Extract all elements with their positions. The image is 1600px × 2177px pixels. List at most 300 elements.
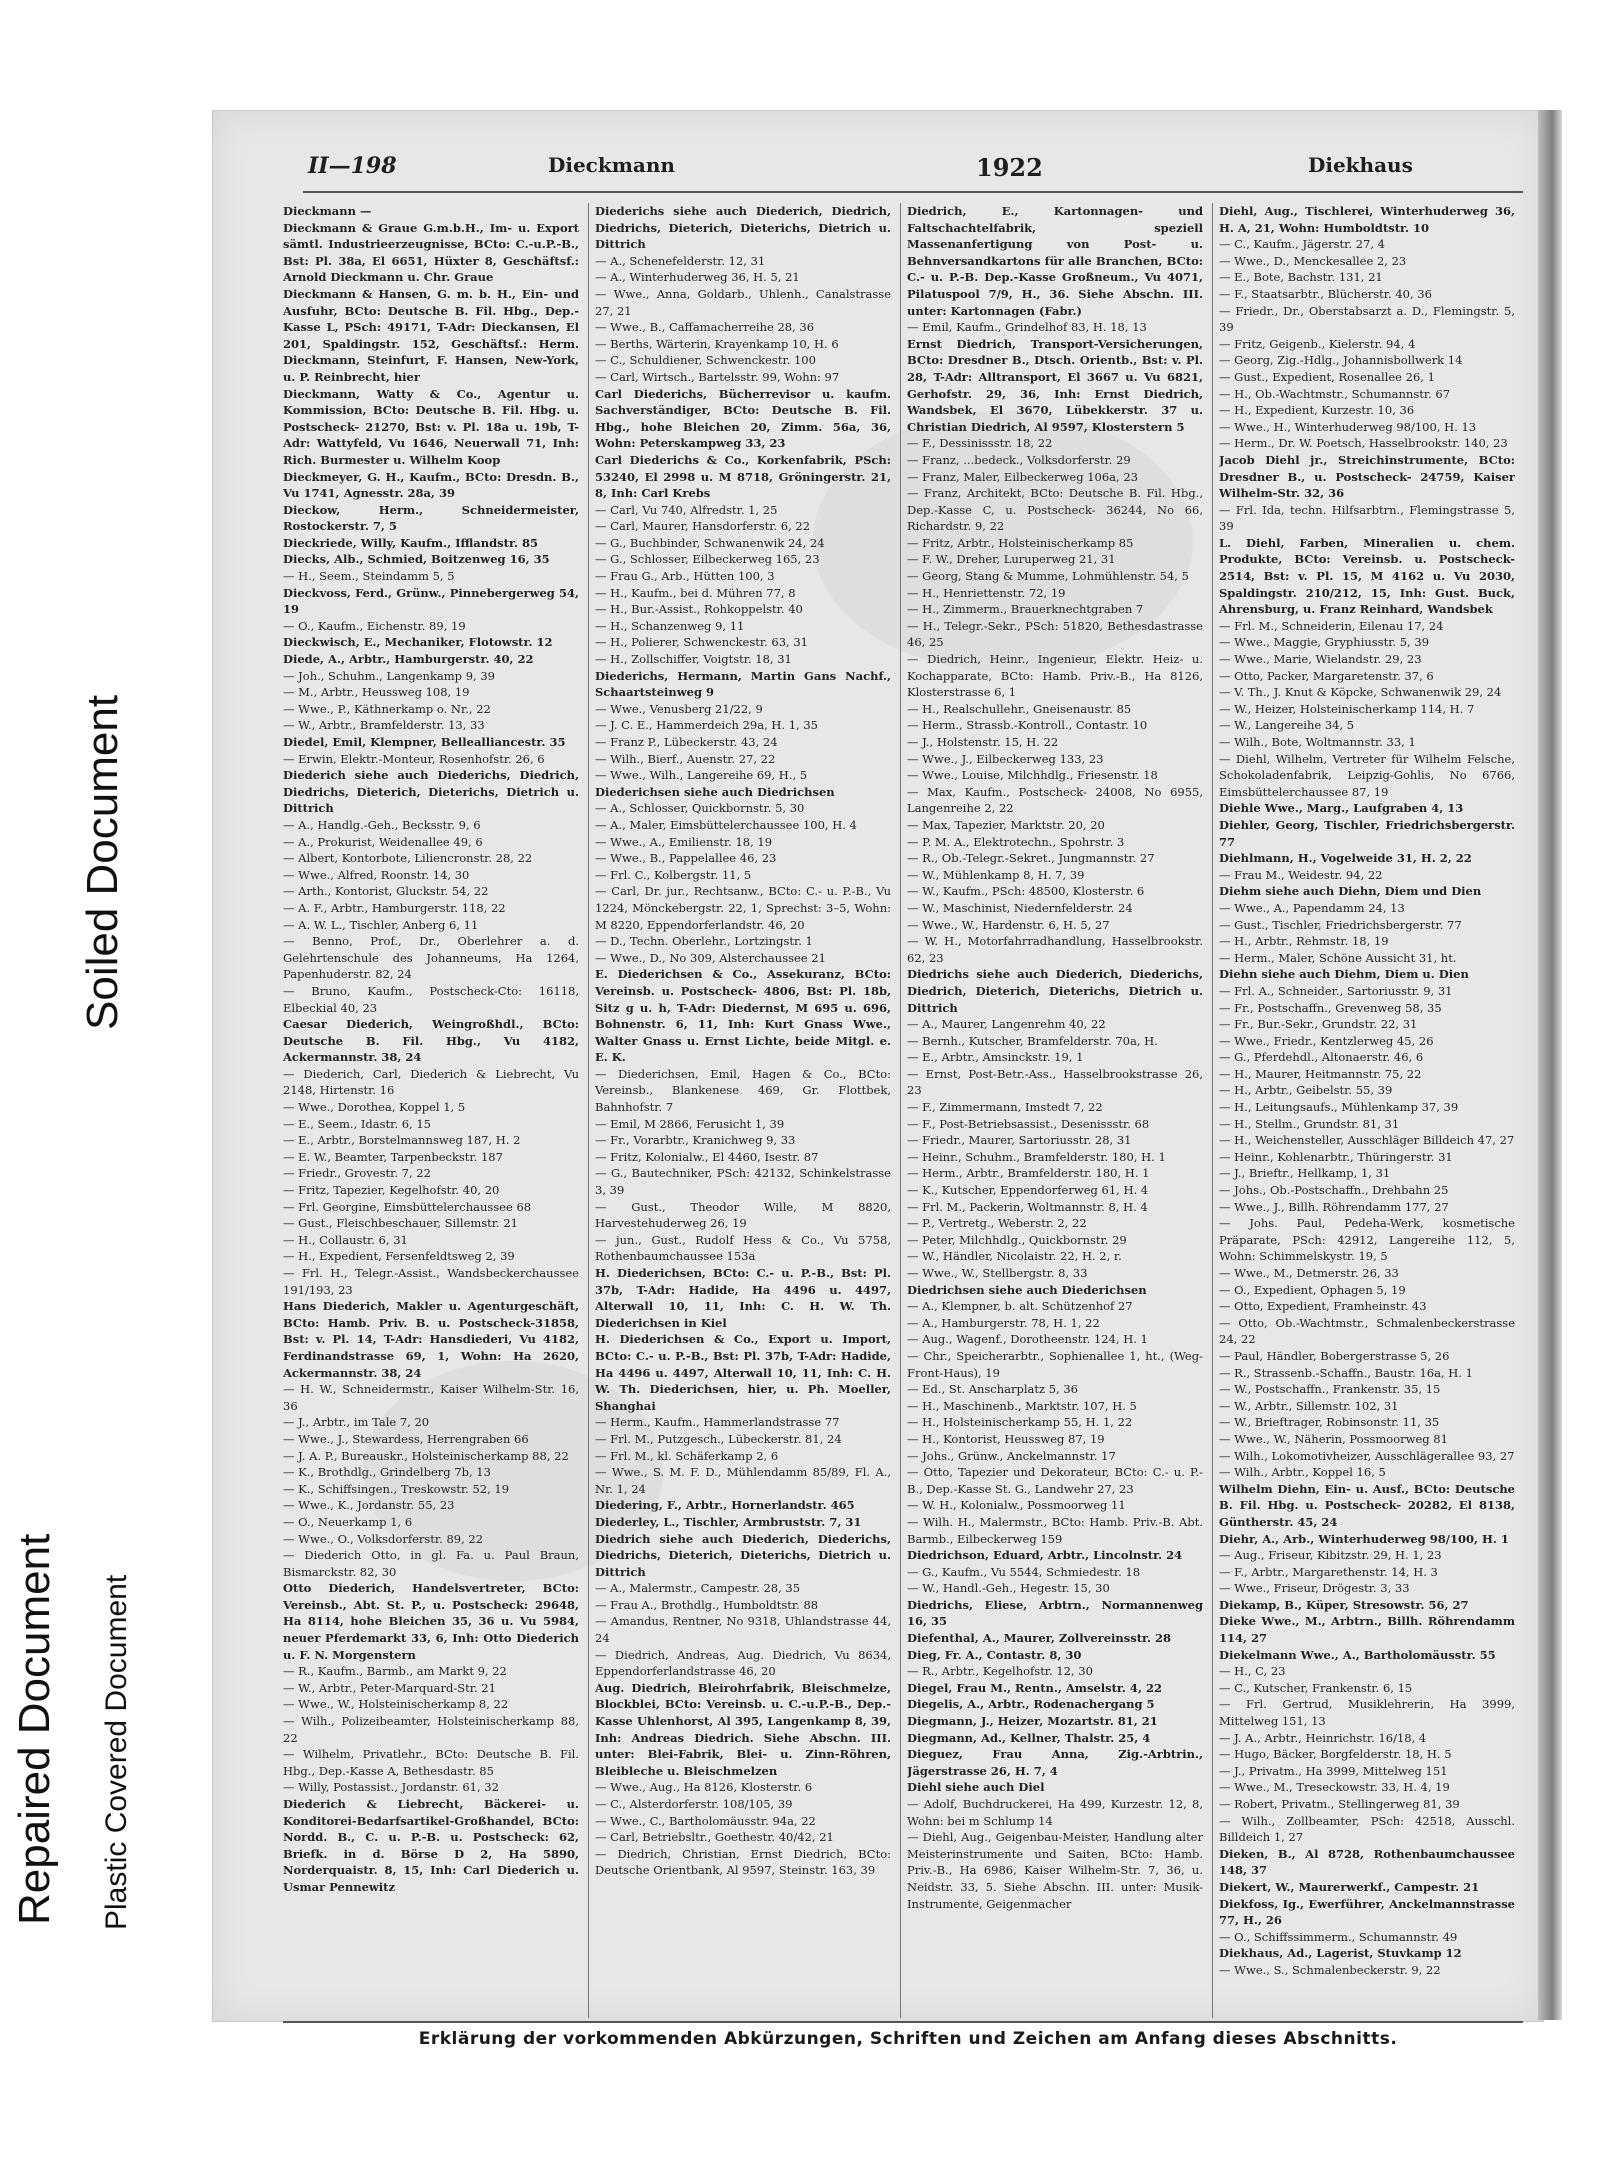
directory-entry: — R., Kaufm., Barmb., am Markt 9, 22 [283,1664,507,1679]
directory-entry: — A., Klempner, b. alt. Schützenhof 27 [907,1299,1133,1314]
directory-entry: — H., Maurer, Heitmannstr. 75, 22 [1219,1066,1422,1081]
directory-entry: — Fritz, Kolonialw., El 4460, Isestr. 87 [595,1149,819,1164]
directory-entry: — H., Ob.-Wachtmstr., Schumannstr. 67 [1219,386,1451,401]
directory-entry: — Diederichsen, Emil, Hagen & Co., BCto: Vereinsb., Blankenese 469, Gr. Flottbek, Bahnhofstr. 7 [595,1066,891,1115]
directory-entry: — J., Arbtr., im Tale 7, 20 [283,1415,430,1430]
directory-entry: Aug. Diedrich, Bleirohrfabrik, Bleischmelze, Blockblei, BCto: Vereinsb. u. C.-u.P.-B., Dep.-Kasse Uhlenhorst, Al 395, Langenkamp 8, 39, Inh: Andreas Diedrich. Siehe Abschn. III. unter: Blei-Fabrik, Blei- u. Zinn-Röhren, Bleibleche u. Bleischmelzen [595,1680,891,1778]
directory-entry: — Wwe., Louise, Milchhdlg., Friesenstr. 18 [907,768,1158,783]
directory-entry: Dieke Wwe., M., Arbtrn., Billh. Röhrendamm 114, 27 [1219,1614,1515,1646]
directory-entry: Carl Diederichs & Co., Korkenfabrik, PSch: 53240, El 2998 u. M 8718, Gröningerstr. 21, 8, Inh: Carl Krebs [595,452,891,501]
header-first-name: Dieckmann [548,153,675,177]
directory-entry: Diedrichs siehe auch Diederich, Diederichs, Diedrich, Dieterich, Dieterichs, Dietrich u. Dittrich [907,967,1203,1015]
directory-entry: — Hugo, Bäcker, Borgfelderstr. 18, H. 5 [1219,1747,1452,1762]
directory-entry: Dieckmann — [283,204,372,218]
directory-entry: — Amandus, Rentner, No 9318, Uhlandstrasse 44, 24 [595,1614,891,1646]
directory-entry: — Ed., St. Anscharplatz 5, 36 [907,1382,1078,1397]
directory-entry: — W., Kaufm., PSch: 48500, Klosterstr. 6 [907,884,1145,899]
directory-entry: — Wilh., Polizeibeamter, Holsteinischerkamp 88, 22 [283,1714,579,1745]
directory-entry: — H., Polierer, Schwenckestr. 63, 31 [595,635,808,650]
directory-entry: Otto Diederich, Handelsvertreter, BCto: Vereinsb., Abt. St. P., u. Postscheck: 29648, Ha 8114, hohe Bleichen 35, 36 u. Vu 5984, neuer Pferdemarkt 33, 6, Inh: Otto Diederich u. F. N. Morgenstern [283,1581,579,1662]
directory-entry: — H., Expedient, Kurzestr. 10, 36 [1219,403,1415,418]
directory-entry: — Bernh., Kutscher, Bramfelderstr. 70a, H. [907,1033,1158,1048]
footer-rule [283,2021,1523,2023]
directory-entry: — A., Hamburgerstr. 78, H. 1, 22 [907,1315,1100,1330]
directory-entry: — Wwe., W., Hardenstr. 6, H. 5, 27 [907,917,1110,932]
directory-entry: — H., Henriettenstr. 72, 19 [907,585,1066,600]
directory-entry: — R., Strassenb.-Schaffn., Baustr. 16a, H. 1 [1219,1365,1473,1380]
directory-entry: — F., Post-Betriebsassist., Desenissstr. 68 [907,1116,1150,1131]
directory-entry: — Max, Tapezier, Marktstr. 20, 20 [907,817,1105,832]
directory-entry: Diegel, Frau M., Rentn., Amselstr. 4, 22 [907,1680,1162,1695]
directory-entry: — Fr., Bur.-Sekr., Grundstr. 22, 31 [1219,1017,1418,1032]
directory-entry: — H., Expedient, Fersenfeldtsweg 2, 39 [283,1249,515,1264]
directory-entry: — Frl. M., Putzgesch., Lübeckerstr. 81, 24 [595,1431,842,1446]
directory-entry: — Wwe., S. M. F. D., Mühlendamm 85/89, Fl. A., Nr. 1, 24 [595,1465,891,1496]
directory-entry: — Georg, Zig.-Hdlg., Johannisbollwerk 14 [1219,353,1463,368]
directory-entry: — Frl. M., Packerin, Woltmannstr. 8, H. 4 [907,1199,1148,1214]
directory-entry: — H. W., Schneidermstr., Kaiser Wilhelm-Str. 16, 36 [283,1382,579,1413]
directory-entry: Diekfoss, Ig., Ewerführer, Anckelmannstrasse 77, H., 26 [1219,1896,1515,1928]
directory-entry: — Emil, Kaufm., Grindelhof 83, H. 18, 13 [907,320,1147,335]
directory-entry: — Fritz, Arbtr., Holsteinischerkamp 85 [907,535,1134,550]
directory-entry: — J. A., Arbtr., Heinrichstr. 16/18, 4 [1219,1730,1427,1745]
directory-entry: — Carl, Dr. jur., Rechtsanw., BCto: C.- u. P.-B., Vu 1224, Mönckebergstr. 22, 1, Sprechst: 3–5, Wohn: M 8220, Eppendorferlandstr. 46, 20 [595,884,891,932]
directory-entry: — W. H., Motorfahrradhandlung, Hasselbrookstr. 62, 23 [907,934,1203,965]
directory-entry: Diekelmann Wwe., A., Bartholomäusstr. 55 [1219,1647,1496,1662]
directory-entry: — Wwe., A., Papendamm 24, 13 [1219,900,1405,915]
directory-entry: — Frl. H., Telegr.-Assist., Wandsbeckerchaussee 191/193, 23 [283,1266,579,1297]
directory-entry: — Wwe., Anna, Goldarb., Uhlenh., Canalstrasse 27, 21 [595,286,891,318]
directory-entry: Diekhaus, Ad., Lagerist, Stuvkamp 12 [1219,1946,1462,1961]
directory-entry: — Wilh., Bote, Woltmannstr. 33, 1 [1219,735,1416,749]
directory-entry: Diedrichs, Eliese, Arbtrn., Normannenweg 16, 35 [907,1597,1203,1629]
directory-entry: — Diedrich, Heinr., Ingenieur, Elektr. Heiz- u. Kochapparate, BCto: Hamb. Priv.-B., Ha 8126, Klosterstrasse 6, 1 [907,652,1203,700]
directory-entry: — H., Leitungsaufs., Mühlenkamp 37, 39 [1219,1100,1459,1115]
directory-entry: — Gust., Expedient, Rosenallee 26, 1 [1219,369,1435,384]
label-repaired-document: Repaired Document [10,1533,59,1925]
directory-page [212,110,1544,2049]
directory-entry: — Frl. M., kl. Schäferkamp 2, 6 [595,1448,779,1463]
directory-entry: — Carl, Betriebsltr., Goethestr. 40/42, 21 [595,1830,834,1845]
directory-entry: — Diederich Otto, in gl. Fa. u. Paul Braun, Bismarckstr. 82, 30 [283,1548,579,1579]
directory-entry: — Benno, Prof., Dr., Oberlehrer a. d. Gelehrtenschule des Johanneums, Ha 1264, Papenhuderstr. 82, 24 [283,934,579,982]
directory-entry: — H., Schanzenweg 9, 11 [595,618,745,633]
directory-entry: — Diehl, Wilhelm, Vertreter für Wilhelm Felsche, Schokoladenfabrik, Leipzig-Gohlis, No 6766, Eimsbüttelerchaussee 87, 19 [1219,751,1515,799]
directory-entry: — F., Zimmermann, Imstedt 7, 22 [907,1100,1103,1115]
directory-entry: — O., Schiffssimmerm., Schumannstr. 49 [1219,1929,1458,1944]
directory-entry: — jun., Gust., Rudolf Hess & Co., Vu 5758, Rothenbaumchaussee 153a [595,1232,891,1264]
directory-entry: — J. A. P., Bureauskr., Holsteinischerkamp 88, 22 [283,1448,569,1463]
directory-entry: — Wwe., D., Menckesallee 2, 23 [1219,253,1407,268]
directory-entry: — Berths, Wärterin, Krayenkamp 10, H. 6 [595,336,839,351]
directory-entry: — Wwe., Maggie, Gryphiusstr. 5, 39 [1219,635,1430,650]
directory-entry: H. Diederichsen & Co., Export u. Import, BCto: C.- u. P.-B., Bst: Pl. 37b, T-Adr: Hadide, Ha 4496 u. 4497, Alterwall 10, 11, Inh: C. H. W. Th. Diederichsen, hier, u. Ph. Moeller, Shanghai [595,1332,891,1413]
directory-entry: Diekert, W., Maurerwerkf., Campestr. 21 [1219,1879,1480,1894]
directory-entry: — E., Arbtr., Amsinckstr. 19, 1 [907,1050,1084,1065]
directory-entry: — Frau G., Arb., Hütten 100, 3 [595,569,775,584]
directory-entry: — Heinr., Kohlenarbtr., Thüringerstr. 31 [1219,1149,1453,1164]
directory-entry: Diede, A., Arbtr., Hamburgerstr. 40, 22 [283,652,534,667]
directory-entry: — Fritz, Tapezier, Kegelhofstr. 40, 20 [283,1183,500,1198]
directory-entry: Diedrichsen siehe auch Diederichsen [907,1282,1147,1297]
directory-entry: — H., Holsteinischerkamp 55, H. 1, 22 [907,1415,1133,1430]
directory-entry: — Fr., Vorarbtr., Kranichweg 9, 33 [595,1133,796,1148]
directory-entry: — R., Ob.-Telegr.-Sekret., Jungmannstr. 27 [907,851,1155,866]
directory-entry: — Johs., Ob.-Postschaffn., Drehbahn 25 [1219,1183,1449,1198]
directory-entry: Diederichs, Hermann, Martin Gans Nachf., Schaartsteinweg 9 [595,668,891,700]
directory-column-2 [595,203,891,2018]
directory-entry: Dieckmann & Hansen, G. m. b. H., Ein- und Ausfuhr, BCto: Deutsche B. Fil. Hbg., Dep.-Kasse L, PSch: 49171, T-Adr: Dieckansen, El 201, Spaldingstr. 152, Geschäftsf.: Herm. Dieckmann, Steinfurt, F. Hansen, New-York, u. P. Reinbrecht, hier [283,286,579,384]
directory-entry: — Carl, Vu 740, Alfredstr. 1, 25 [595,502,778,517]
directory-entry: Dieckow, Herm., Schneidermeister, Rostockerstr. 7, 5 [283,502,579,534]
directory-entry: — Franz, Maler, Eilbeckerweg 106a, 23 [907,469,1138,484]
directory-entry: — Otto, Ob.-Wachtmstr., Schmalenbeckerstrasse 24, 22 [1219,1315,1515,1347]
directory-entry: — Wwe., W., Holsteinischerkamp 8, 22 [283,1697,509,1712]
directory-entry: — Wwe., Wilh., Langereihe 69, H., 5 [595,768,808,783]
directory-column-4 [1219,203,1515,2018]
directory-entry: Diedrich, E., Kartonnagen- und Faltschachtelfabrik, speziell Massenanfertigung von Post- u. Behnversandkartons für alle Branchen, BCto: C.- u. P.-B. Dep.-Kasse Großneum., Vu 4071, Pilatuspool 7/9, H., 36. Siehe Abschn. III. unter: Kartonnagen (Fabr.) [907,204,1203,318]
directory-entry: — Erwin, Elektr.-Monteur, Rosenhofstr. 26, 6 [283,751,545,766]
directory-entry: — C., Kaufm., Jägerstr. 27, 4 [1219,237,1385,252]
directory-entry: — Wwe., Friedr., Kentzlerweg 45, 26 [1219,1033,1434,1048]
directory-entry: Dieckmann, Watty & Co., Agentur u. Kommission, BCto: Deutsche B. Fil. Hbg. u. Postscheck- 21270, Bst: v. Pl. 18a u. 19b, T-Adr: Wattyfeld, Vu 1646, Neuerwall 71, Inh: Rich. Burmester u. Wilhelm Koop [283,386,579,467]
directory-entry: — G., Bautechniker, PSch: 42132, Schinkelstrasse 3, 39 [595,1166,891,1198]
directory-entry: — J., Brieftr., Hellkamp, 1, 31 [1219,1166,1391,1181]
directory-entry: Diedrichson, Eduard, Arbtr., Lincolnstr. 24 [907,1548,1183,1563]
directory-entry: — Wwe., Venusberg 21/22, 9 [595,701,763,716]
directory-entry: L. Diehl, Farben, Mineralien u. chem. Produkte, BCto: Vereinsb. u. Postscheck- 2514, Bst: v. Pl. 15, M 4162 u. Vu 2030, Spaldingstr. 210/212, 15, Inh: Gust. Buck, Ahrensburg, u. Franz Reinhard, Wandsbek [1219,535,1515,617]
page-header [308,153,1518,185]
directory-entry: — A. F., Arbtr., Hamburgerstr. 118, 22 [283,900,506,915]
directory-column-1 [283,203,579,2018]
directory-entry: Diederichsen siehe auch Diedrichsen [595,784,835,799]
directory-entry: — Johs., Grünw., Anckelmannstr. 17 [907,1448,1116,1463]
directory-entry: — Gust., Theodor Wille, M 8820, Harvestehuderweg 26, 19 [595,1199,891,1231]
directory-entry: — A., Maler, Eimsbüttelerchaussee 100, H. 4 [595,817,857,832]
directory-entry: Ernst Diedrich, Transport-Versicherungen, BCto: Dresdner B., Dtsch. Orientb., Bst: v. Pl. 28, T-Adr: Alltransport, El 3667 u. Vu 6821, Gerhofstr. 29, 36, Inh: Ernst Diedrich, Wandsbek, El 3670, Lübekkerstr. 37 u. Christian Diedrich, Al 9597, Klosterstern 5 [907,336,1203,434]
directory-entry: — Wwe., J., Eilbeckerweg 133, 23 [907,751,1104,766]
directory-entry: — W., Mühlenkamp 8, H. 7, 39 [907,867,1085,882]
directory-entry: — A. W. L., Tischler, Anberg 6, 11 [283,917,479,932]
directory-entry: — P. M. A., Elektrotechn., Spohrstr. 3 [907,834,1125,849]
directory-entry: Dieckmann & Graue G.m.b.H., Im- u. Export sämtl. Industrieerzeugnisse, BCto: C.-u.P.-B., Bst: Pl. 38a, El 6651, Hüxter 8, Geschäftsf.: Arnold Dieckmann u. Chr. Graue [283,220,579,285]
directory-entry: — A., Handlg.-Geh., Becksstr. 9, 6 [283,817,481,832]
directory-entry: — Aug., Friseur, Kibitzstr. 29, H. 1, 23 [1219,1548,1442,1563]
directory-entry: — Bruno, Kaufm., Postscheck-Cto: 16118, Elbeckial 40, 23 [283,983,579,1015]
directory-entry: — Diedrich, Andreas, Aug. Diedrich, Vu 8634, Eppendorferlandstrasse 46, 20 [595,1647,891,1679]
directory-entry: — H., Zollschiffer, Voigtstr. 18, 31 [595,652,792,667]
directory-entry: — Frl. Georgine, Eimsbüttelerchaussee 68 [283,1199,532,1214]
directory-entry: — Diederich, Carl, Diederich & Liebrecht, Vu 2148, Hirtenstr. 16 [283,1066,579,1098]
directory-entry: — Wwe., S., Schmalenbeckerstr. 9, 22 [1219,1962,1441,1977]
directory-entry: — A., Schlosser, Quickbornstr. 5, 30 [595,801,805,816]
directory-entry: — W., Langereihe 34, 5 [1219,718,1355,733]
directory-entry: — Otto, Expedient, Framheinstr. 43 [1219,1299,1427,1314]
directory-entry: — Herm., Strassb.-Kontroll., Contastr. 10 [907,718,1148,733]
directory-entry: — W., Arbtr., Sillemstr. 102, 31 [1219,1398,1399,1413]
directory-entry: — D., Techn. Oberlehr., Lortzingstr. 1 [595,934,813,949]
directory-entry: — Carl, Maurer, Hansdorferstr. 6, 22 [595,519,811,534]
directory-entry: — F., Staatsarbtr., Blücherstr. 40, 36 [1219,286,1432,301]
directory-entry: — F., Dessinissstr. 18, 22 [907,436,1053,451]
directory-entry: — H., Arbtr., Rehmstr. 18, 19 [1219,934,1389,949]
directory-entry: — A., Winterhuderweg 36, H. 5, 21 [595,270,800,285]
directory-entry: — Gust., Fleischbeschauer, Sillemstr. 21 [283,1216,518,1231]
directory-entry: — E., Seem., Idastr. 6, 15 [283,1116,431,1131]
directory-entry: — W., Postschaffn., Frankenstr. 35, 15 [1219,1382,1441,1397]
abbreviations-note: Erklärung der vorkommenden Abkürzungen, Schriften und Zeichen am Anfang dieses Abschnitts. [418,2029,1398,2049]
directory-entry: — H., Kaufm., bei d. Mühren 77, 8 [595,585,796,600]
directory-entry: — H., Bur.-Assist., Rohkoppelstr. 40 [595,602,803,617]
directory-entry: — Johs. Paul, Pedeha-Werk, kosmetische Präparate, PSch: 42912, Langereihe 112, 5, Wohn: Schimmelskystr. 19, 5 [1219,1216,1515,1264]
directory-entry: Diedrich siehe auch Diederich, Diederichs, Diedrichs, Dieterich, Dieterichs, Dietrich u. Dittrich [595,1531,891,1579]
directory-entry: H. Diederichsen, BCto: C.- u. P.-B., Bst: Pl. 37b, T-Adr: Hadide, Ha 4496 u. 4497, Alterwall 10, 11, Inh: C. H. W. Th. Diederichsen in Kiel [595,1266,891,1330]
directory-entry: — Wilh., Arbtr., Koppel 16, 5 [1219,1465,1386,1480]
directory-entry: Wilhelm Diehn, Ein- u. Ausf., BCto: Deutsche B. Fil. Hbg. u. Postscheck- 20282, El 8138, Güntherstr. 45, 24 [1219,1481,1515,1529]
directory-entry: — W., Brieftrager, Robinsonstr. 11, 35 [1219,1415,1440,1430]
directory-entry: — E., Arbtr., Borstelmannsweg 187, H. 2 [283,1133,521,1148]
directory-entry: — H., Weichensteller, Ausschläger Billdeich 47, 27 [1219,1133,1515,1148]
directory-entry: — Otto, Packer, Margaretenstr. 37, 6 [1219,668,1434,683]
directory-entry: Hans Diederich, Makler u. Agenturgeschäft, BCto: Hamb. Priv. B. u. Postscheck-31858, Bst: v. Pl. 14, T-Adr: Hansdiederi, Vu 4182, Ferdinandstrasse 69, 1, Wohn: Ha 2620, Ackermannstr. 38, 24 [283,1299,579,1380]
directory-entry: — Wwe., J., Stewardess, Herrengraben 66 [283,1431,529,1446]
column-divider [1212,203,1213,2018]
directory-entry: Carl Diederichs, Bücherrevisor u. kaufm. Sachverständiger, BCto: Deutsche B. Fil. Hbg., hohe Bleichen 20, Zimm. 56a, 36, Wohn: Peterskampweg 33, 23 [595,386,891,451]
directory-entry: — Wwe., Marie, Wielandstr. 29, 23 [1219,652,1422,667]
directory-entry: — H., Kontorist, Heussweg 87, 19 [907,1431,1105,1446]
directory-entry: Diederich siehe auch Diederichs, Diedrich, Diedrichs, Dieterich, Dieterichs, Dietrich u. Dittrich [283,768,579,816]
directory-entry: — Frl. Ida, techn. Hilfsarbtrn., Flemingstrasse 5, 39 [1219,502,1515,534]
directory-entry: — Frau M., Weidestr. 94, 22 [1219,867,1383,882]
directory-entry: — Franz P., Lübeckerstr. 43, 24 [595,735,778,749]
directory-entry: — Diehl, Aug., Geigenbau-Meister, Handlung alter Meisterinstrumente und Saiten, BCto: Hamb. Priv.-B., Ha 6986, Kaiser Wilhelm-Str. 7, 36, u. Neidstr. 33, 5. Siehe Abschn. III. unter: Musik-Instrumente, Geigenmacher [907,1830,1203,1911]
directory-entry: — Wwe., D., No 309, Alsterchaussee 21 [595,950,826,965]
directory-entry: — Aug., Wagenf., Dorotheenstr. 124, H. 1 [907,1332,1148,1347]
directory-entry: Diefenthal, A., Maurer, Zollvereinsstr. 28 [907,1631,1172,1646]
directory-entry: — W., Arbtr., Bramfelderstr. 13, 33 [283,718,485,733]
directory-entry: — F. W., Dreher, Luruperweg 21, 31 [907,552,1116,567]
directory-entry: — Wwe., M., Detmerstr. 26, 33 [1219,1266,1399,1280]
directory-entry: — Wilh., Lokomotivheizer, Ausschlägerallee 93, 27 [1219,1448,1515,1463]
directory-entry: Dieckriede, Willy, Kaufm., Ifflandstr. 85 [283,535,538,550]
directory-entry: — H., Maschinenb., Marktstr. 107, H. 5 [907,1398,1137,1413]
directory-entry: — Wwe., Alfred, Roonstr. 14, 30 [283,867,470,882]
directory-entry: — Wwe., Dorothea, Koppel 1, 5 [283,1100,466,1115]
label-plastic-covered-document: Plastic Covered Document [100,1574,133,1930]
directory-entry: — H., Zimmerm., Brauerknechtgraben 7 [907,602,1144,617]
directory-entry: — G., Kaufm., Vu 5544, Schmiedestr. 18 [907,1564,1141,1579]
directory-entry: — Frl. Gertrud, Musiklehrerin, Ha 3999, Mittelweg 151, 13 [1219,1697,1515,1729]
directory-entry: — Wwe., Friseur, Drögestr. 3, 33 [1219,1581,1410,1596]
directory-entry: — W., Handl.-Geh., Hegestr. 15, 30 [907,1581,1110,1596]
directory-entry: — Otto, Tapezier und Dekorateur, BCto: C.- u. P.-B., Dep.-Kasse St. G., Landwehr 27, 23 [907,1465,1203,1496]
directory-entry: Diehm siehe auch Diehn, Diem und Dien [1219,884,1482,899]
directory-entry: — Diedrich, Christian, Ernst Diedrich, BCto: Deutsche Orientbank, Al 9597, Steinstr. 163, 39 [595,1846,891,1878]
directory-entry: — Wilhelm, Privatlehr., BCto: Deutsche B. Fil. Hbg., Dep.-Kasse A, Bethesdastr. 85 [283,1747,579,1778]
column-divider [900,203,901,2018]
directory-entry: — Adolf, Buchdruckerei, Ha 499, Kurzestr. 12, 8, Wohn: bei m Schlump 14 [907,1797,1203,1828]
directory-entry: — O., Kaufm., Eichenstr. 89, 19 [283,618,466,633]
directory-entry: Diecks, Alb., Schmied, Boitzenweg 16, 35 [283,552,550,567]
directory-entry: Diegmann, Ad., Kellner, Thalstr. 25, 4 [907,1730,1151,1745]
directory-entry: — Fr., Postschaffn., Grevenweg 58, 35 [1219,1000,1442,1015]
directory-entry: — J., Privatm., Ha 3999, Mittelweg 151 [1219,1763,1448,1778]
directory-entry: — Frl. M., Schneiderin, Eilenau 17, 24 [1219,618,1444,633]
label-soiled-document: Soiled Document [78,694,127,1030]
directory-entry: — Robert, Privatm., Stellingerweg 81, 39 [1219,1797,1460,1811]
directory-entry: — Wwe., A., Emilienstr. 18, 19 [595,834,773,849]
directory-entry: — Peter, Milchhdlg., Quickbornstr. 29 [907,1232,1127,1247]
directory-entry: — K., Kutscher, Eppendorferweg 61, H. 4 [907,1183,1149,1198]
directory-entry: — Herm., Kaufm., Hammerlandstrasse 77 [595,1415,840,1430]
directory-entry: — J., Holstenstr. 15, H. 22 [907,735,1059,749]
directory-entry: — H., Collaustr. 6, 31 [283,1232,408,1247]
directory-entry: — A., Malermstr., Campestr. 28, 35 [595,1581,801,1596]
directory-entry: — Friedr., Dr., Oberstabsarzt a. D., Flemingstr. 5, 39 [1219,303,1515,335]
directory-entry: — Frau A., Brothdlg., Humboldtstr. 88 [595,1597,819,1612]
directory-entry: — Wwe., B., Caffamacherreihe 28, 36 [595,320,815,335]
directory-entry: — Fritz, Geigenb., Kielerstr. 94, 4 [1219,336,1416,351]
directory-entry: — Frl. A., Schneider., Sartoriusstr. 9, 31 [1219,983,1453,998]
directory-entry: — Wilh., Zollbeamter, PSch: 42518, Ausschl. Billdeich 1, 27 [1219,1813,1515,1845]
directory-entry: Diehl, Aug., Tischlerei, Winterhuderweg 36, H. A, 21, Wohn: Humboldtstr. 10 [1219,204,1515,235]
directory-entry: — Gust., Tischler, Friedrichsbergerstr. 77 [1219,917,1462,932]
directory-entry: — Joh., Schuhm., Langenkamp 9, 39 [283,668,495,683]
directory-entry: Jacob Diehl jr., Streichinstrumente, BCto: Dresdner B., u. Postscheck- 24759, Kaiser Wilhelm-Str. 32, 36 [1219,452,1515,501]
directory-entry: — K., Brothdlg., Grindelberg 7b, 13 [283,1465,491,1480]
directory-entry: — A., Prokurist, Weidenallee 49, 6 [283,834,483,849]
directory-entry: — C., Kutscher, Frankenstr. 6, 15 [1219,1680,1413,1695]
directory-entry: — H., Stellm., Grundstr. 81, 31 [1219,1116,1400,1131]
directory-entry: Diehl siehe auch Diel [907,1780,1045,1795]
next-page-edge [1538,110,1562,2020]
directory-entry: Diederley, L., Tischler, Armbruststr. 7, 31 [595,1514,862,1529]
header-rule [303,191,1523,193]
directory-entry: — Albert, Kontorbote, Liliencronstr. 28, 22 [283,851,533,866]
directory-entry: — H., Arbtr., Geibelstr. 55, 39 [1219,1083,1393,1098]
directory-entry: — H., Telegr.-Sekr., PSch: 51820, Bethesdastrasse 46, 25 [907,618,1203,650]
directory-entry: — Arth., Kontorist, Gluckstr. 54, 22 [283,884,489,899]
directory-entry: — Wwe., B., Pappelallee 46, 23 [595,851,777,866]
directory-entry: — R., Arbtr., Kegelhofstr. 12, 30 [907,1664,1093,1679]
directory-entry: — Willy, Postassist., Jordanstr. 61, 32 [283,1780,499,1795]
directory-entry: — W., Arbtr., Peter-Marquard-Str. 21 [283,1680,496,1695]
directory-entry: — Wwe., J., Billh. Röhrendamm 177, 27 [1219,1199,1449,1214]
directory-entry: — Franz, Architekt, BCto: Deutsche B. Fil. Hbg., Dep.-Kasse C, u. Postscheck- 36244, No 66, Richardstr. 9, 22 [907,486,1203,534]
directory-entry: — H., Seem., Steindamm 5, 5 [283,569,455,584]
directory-entry: — Wwe., K., Jordanstr. 55, 23 [283,1498,455,1513]
directory-entry: — J. C. E., Hammerdeich 29a, H. 1, 35 [595,718,818,733]
directory-entry: Dieguez, Frau Anna, Zig.-Arbtrin., Jägerstrasse 26, H. 7, 4 [907,1747,1203,1778]
directory-entry: — Emil, M 2866, Ferusicht 1, 39 [595,1116,785,1131]
directory-entry: — W., Heizer, Holsteinischerkamp 114, H. 7 [1219,701,1475,716]
directory-entry: — Wwe., M., Treseckowstr. 33, H. 4, 19 [1219,1780,1450,1795]
column-divider [588,203,589,2018]
directory-entry: — W., Maschinist, Niedernfelderstr. 24 [907,900,1133,915]
directory-entry: Diegmann, J., Heizer, Mozartstr. 81, 21 [907,1714,1158,1729]
directory-column-3 [907,203,1203,2018]
directory-entry: — E. W., Beamter, Tarpenbeckstr. 187 [283,1149,503,1164]
directory-entry: — Wwe., W., Stellbergstr. 8, 33 [907,1266,1088,1280]
directory-entry: — Wilh. H., Malermstr., BCto: Hamb. Priv.-B. Abt. Barmb., Eilbeckerweg 159 [907,1514,1203,1546]
directory-entry: — Frl. C., Kolbergstr. 11, 5 [595,867,752,882]
directory-entry: Diehlmann, H., Vogelweide 31, H. 2, 22 [1219,851,1472,866]
directory-entry: Diehler, Georg, Tischler, Friedrichsbergerstr. 77 [1219,817,1515,849]
directory-entry: Dieckvoss, Ferd., Grünw., Pinnebergerweg 54, 19 [283,585,579,617]
directory-entry: — E., Bote, Bachstr. 131, 21 [1219,270,1383,285]
directory-entry: E. Diederichsen & Co., Assekuranz, BCto: Vereinsb. u. Postscheck- 4806, Bst: Pl. 18b, Sitz g u. h, T-Adr: Diedernst, M 695 u. 696, Bohnenstr. 6, 11, Inh: Kurt Gnass Wwe., Walter Gnass u. Ernst Lichte, beide Mitgl. e. E. K. [595,967,891,1065]
directory-entry: — Wilh., Bierf., Auenstr. 27, 22 [595,751,776,766]
directory-entry: — C., Schuldiener, Schwenckestr. 100 [595,353,816,368]
directory-entry: — Herm., Maler, Schöne Aussicht 31, ht. [1219,950,1457,965]
directory-entry: — G., Schlosser, Eilbeckerweg 165, 23 [595,552,820,567]
header-year: 1922 [976,153,1043,182]
directory-entry: — A., Maurer, Langenrehm 40, 22 [907,1017,1106,1032]
directory-entry: Diekamp, B., Küper, Stresowstr. 56, 27 [1219,1597,1469,1612]
directory-entry: Diehn siehe auch Diehm, Diem u. Dien [1219,967,1469,982]
directory-entry: — Chr., Speicherarbtr., Sophienallee 1, ht., (Weg-Front-Haus), 19 [907,1348,1203,1380]
directory-entry: Diedering, F., Arbtr., Hornerlandstr. 465 [595,1498,855,1513]
directory-entry: — K., Schiffsingen., Treskowstr. 52, 19 [283,1481,510,1496]
directory-entry: — Herm., Arbtr., Bramfelderstr. 180, H. 1 [907,1166,1150,1181]
directory-entry: — G., Pferdehdl., Altonaerstr. 46, 6 [1219,1050,1424,1065]
directory-entry: Dieken, B., Al 8728, Rothenbaumchaussee 148, 37 [1219,1846,1515,1878]
directory-entry: — W., Händler, Nicolaistr. 22, H. 2, r. [907,1249,1122,1264]
directory-entry: — Ernst, Post-Betr.-Ass., Hasselbrookstrasse 26, 23 [907,1066,1203,1098]
directory-entry: Diedel, Emil, Klempner, Bellealliancestr. 35 [283,735,566,749]
directory-entry: — Franz, ...bedeck., Volksdorferstr. 29 [907,452,1131,467]
directory-entry: — Wwe., H., Winterhuderweg 98/100, H. 13 [1219,419,1477,434]
directory-entry: — V. Th., J. Knut & Köpcke, Schwanenwik 29, 24 [1219,685,1502,700]
directory-entry: — Max, Kaufm., Postscheck- 24008, No 6955, Langenreihe 2, 22 [907,784,1203,816]
directory-entry: — Wwe., W., Näherin, Possmoorweg 81 [1219,1431,1448,1446]
directory-entry: Diederichs siehe auch Diederich, Diedrich, Diedrichs, Dieterich, Dieterichs, Dietrich u. Dittrich [595,204,891,252]
directory-entry: — Friedr., Grovestr. 7, 22 [283,1166,431,1181]
directory-entry: Dieckwisch, E., Mechaniker, Flotowstr. 12 [283,635,553,650]
directory-entry: — Paul, Händler, Bobergerstrasse 5, 26 [1219,1348,1450,1363]
directory-entry: — Georg, Stang & Mumme, Lohmühlenstr. 54, 5 [907,569,1189,584]
page-number: II—198 [308,153,397,179]
directory-entry: — F., Arbtr., Margarethenstr. 14, H. 3 [1219,1564,1438,1579]
directory-entry: — G., Buchbinder, Schwanenwik 24, 24 [595,535,825,550]
directory-entry: Diehle Wwe., Marg., Laufgraben 4, 13 [1219,801,1464,816]
directory-entry: — M., Arbtr., Heussweg 108, 19 [283,685,470,700]
directory-entry: — Heinr., Schuhm., Bramfelderstr. 180, H. 1 [907,1149,1166,1164]
directory-entry: — H., Realschullehr., Gneisenaustr. 85 [907,701,1132,716]
directory-entry: Diegelis, A., Arbtr., Rodenachergang 5 [907,1697,1155,1712]
directory-entry: — Carl, Wirtsch., Bartelsstr. 99, Wohn: 97 [595,369,840,384]
directory-entry: — Wwe., O., Volksdorferstr. 89, 22 [283,1531,484,1546]
directory-entry: — H., C, 23 [1219,1664,1286,1679]
directory-entry: Diehr, A., Arb., Winterhuderweg 98/100, H. 1 [1219,1531,1509,1546]
directory-entry: — Friedr., Maurer, Sartoriusstr. 28, 31 [907,1133,1132,1148]
directory-entry: Diederich & Liebrecht, Bäckerei- u. Konditorei-Bedarfsartikel-Großhandel, BCto: Nordd. B., C. u. P.-B. u. Postscheck: 62, Briefk. in d. Börse D 2, Ha 5890, Norderquaistr. 8, 15, Inh: Carl Diederich u. Usmar Pennewitz [283,1797,579,1894]
directory-entry: — P., Vertretg., Weberstr. 2, 22 [907,1216,1087,1231]
directory-entry: — Wwe., Aug., Ha 8126, Klosterstr. 6 [595,1780,813,1795]
directory-entry: — A., Schenefelderstr. 12, 31 [595,253,766,268]
directory-entry: Dieg, Fr. A., Contastr. 8, 30 [907,1647,1082,1662]
directory-entry: Caesar Diederich, Weingroßhdl., BCto: Deutsche B. Fil. Hbg., Vu 4182, Ackermannstr. 38, 24 [283,1017,579,1065]
directory-entry: — Wwe., C., Bartholomäusstr. 94a, 22 [595,1813,816,1828]
directory-entry: Dieckmeyer, G. H., Kaufm., BCto: Dresdn. B., Vu 1741, Agnesstr. 28a, 39 [283,469,579,501]
directory-entry: — Herm., Dr. W. Poetsch, Hasselbrookstr. 140, 23 [1219,436,1508,451]
header-last-name: Diekhaus [1308,153,1413,177]
directory-entry: — Wwe., P., Käthnerkamp o. Nr., 22 [283,701,491,716]
directory-entry: — O., Neuerkamp 1, 6 [283,1514,413,1529]
directory-entry: — W. H., Kolonialw., Possmoorweg 11 [907,1498,1126,1513]
directory-entry: — C., Alsterdorferstr. 108/105, 39 [595,1797,793,1811]
directory-entry: — O., Expedient, Ophagen 5, 19 [1219,1282,1406,1297]
